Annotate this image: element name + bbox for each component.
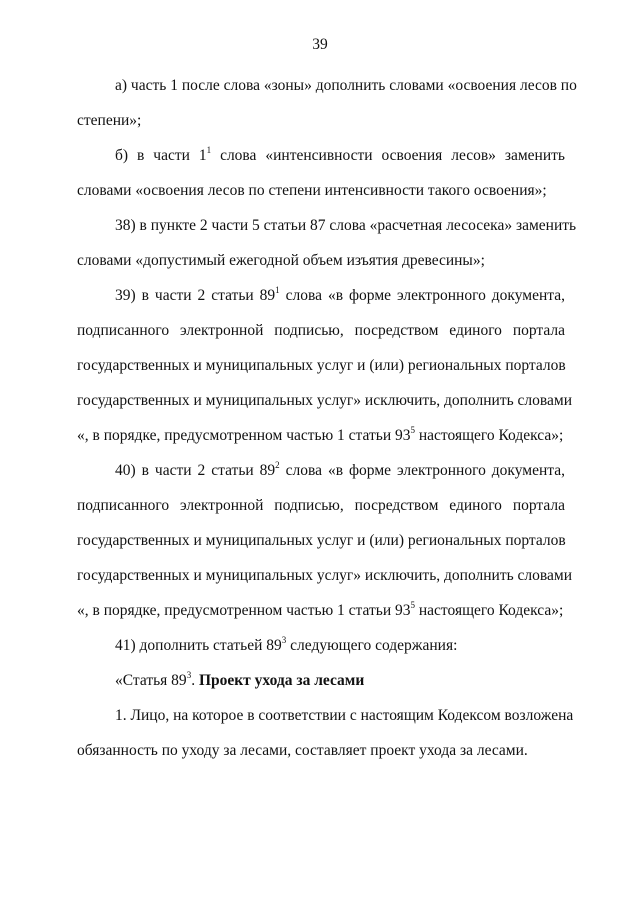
text-line: «, в порядке, предусмотренном частью 1 статьи $93^5$ настоящего Кодекса»; (77, 600, 564, 619)
superscript: 1 (275, 285, 280, 295)
text-line: словами «освоения лесов по степени интенсивности такого освоения»; (77, 182, 547, 199)
page-number: 39 (312, 36, 328, 53)
text-line: б) в части $1^1$ слова «интенсивности освоения лесов» заменить (115, 145, 565, 164)
superscript: 5 (410, 600, 415, 610)
text-line: 41) дополнить статьей $89^3$ следующего содержания: (115, 635, 458, 654)
text-line: словами «допустимый ежегодной объем изъятия древесины»; (77, 252, 485, 269)
text-line: «, в порядке, предусмотренном частью 1 статьи $93^5$ настоящего Кодекса»; (77, 425, 564, 444)
text-line: государственных и муниципальных услуг и (или) региональных порталов (77, 532, 566, 549)
article-heading: «Статья $89^3$. Проект ухода за лесами (115, 670, 365, 689)
text-line: степени»; (77, 112, 142, 129)
text-line: подписанного электронной подписью, посредством единого портала (77, 322, 565, 339)
text-line: государственных и муниципальных услуг и (или) региональных порталов (77, 357, 566, 374)
article-title: Проект ухода за лесами (198, 672, 365, 689)
superscript: 1 (206, 145, 212, 155)
superscript: 3 (281, 635, 287, 645)
superscript: 5 (410, 425, 415, 435)
text-line: 1. Лицо, на которое в соответствии с настоящим Кодексом возложена (115, 707, 574, 724)
text-line: государственных и муниципальных услуг» исключить, дополнить словами (77, 567, 573, 584)
superscript: 2 (275, 460, 280, 470)
text-line: 38) в пункте 2 части 5 статьи 87 слова «расчетная лесосека» заменить (115, 217, 577, 234)
text-line: а) часть 1 после слова «зоны» дополнить словами «освоения лесов по (115, 77, 577, 94)
superscript: 3 (186, 670, 192, 680)
text-line: 40) в части 2 статьи $89^2$ слова «в форме электронного документа, (115, 460, 565, 479)
text-line: подписанного электронной подписью, посредством единого портала (77, 497, 565, 514)
text-line: обязанность по уходу за лесами, составляет проект ухода за лесами. (77, 742, 528, 759)
text-line: государственных и муниципальных услуг» исключить, дополнить словами (77, 392, 573, 409)
text-line: 39) в части 2 статьи $89^1$ слова «в форме электронного документа, (115, 285, 565, 304)
